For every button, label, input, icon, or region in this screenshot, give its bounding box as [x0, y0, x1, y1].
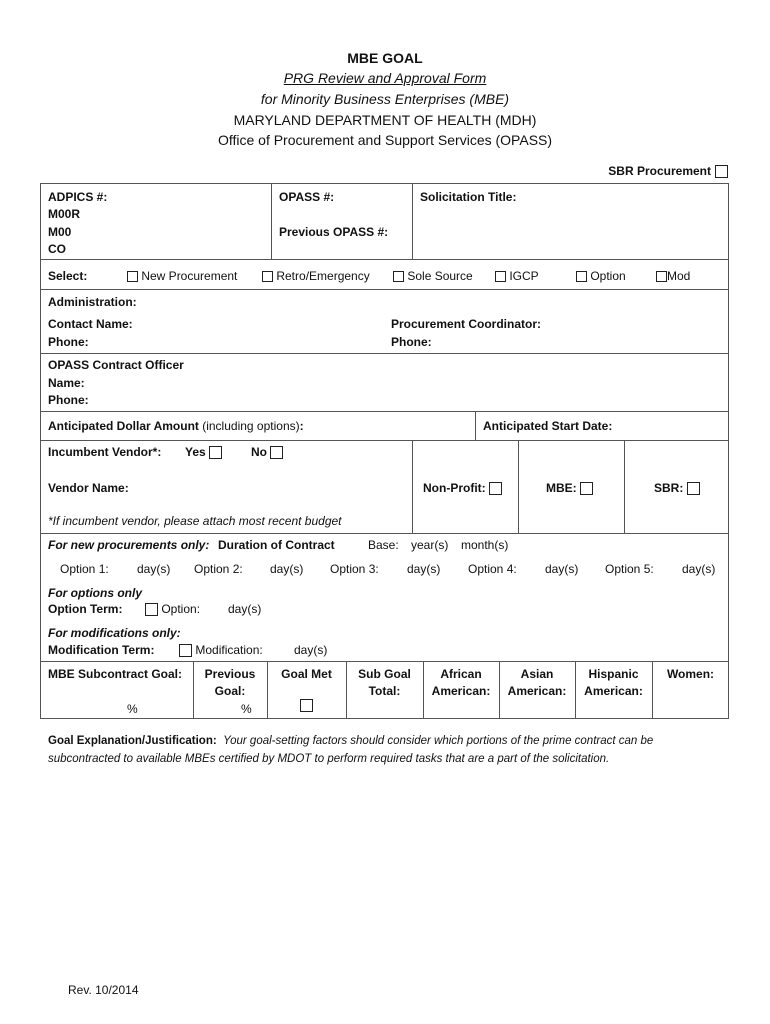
african-american-label-line1: African: [440, 667, 482, 681]
goal-met-label: Goal Met: [281, 667, 332, 681]
option5-label: Option 5:: [605, 562, 654, 576]
officer-name-label: Name:: [48, 376, 85, 390]
sole-source-checkbox[interactable]: [393, 271, 404, 282]
divider: [518, 440, 519, 533]
department-name: MARYLAND DEPARTMENT OF HEALTH (MDH): [233, 112, 537, 128]
sbr-checkbox[interactable]: [687, 482, 700, 495]
select-sole-source[interactable]: [393, 269, 473, 283]
option-term-days: day(s): [228, 602, 262, 616]
sbr-procurement-checkbox[interactable]: [715, 165, 728, 178]
option3-label: Option 3:: [330, 562, 379, 576]
procurement-coordinator-label: Procurement Coordinator:: [391, 317, 542, 331]
solicitation-title-label: Solicitation Title:: [420, 190, 517, 204]
igcp-label: IGCP: [509, 269, 539, 283]
divider: [624, 440, 625, 533]
yes-checkbox[interactable]: [209, 446, 222, 459]
option-term-checkbox[interactable]: [145, 603, 158, 616]
modifications-only-heading: For modifications only:: [48, 626, 181, 640]
mod-label: Mod: [667, 269, 691, 283]
anticipated-dollar-amount: [48, 419, 304, 433]
option1-label: Option 1:: [60, 562, 109, 576]
goal-explanation-label: Goal Explanation/Justification:: [48, 735, 217, 747]
sub-goal-label-line1: Sub Goal: [358, 667, 411, 681]
dollar-amount-colon: :: [299, 419, 304, 433]
women-label: Women:: [666, 667, 715, 681]
sbr[interactable]: [654, 481, 700, 495]
mbe-label: MBE:: [546, 481, 577, 495]
officer-phone-label: Phone:: [48, 393, 89, 407]
option-term-option-label: Option:: [161, 602, 201, 616]
divider: [40, 440, 729, 441]
divider: [475, 411, 476, 440]
option-checkbox[interactable]: [576, 271, 587, 282]
divider: [412, 440, 413, 533]
administration-label: Administration:: [48, 295, 137, 309]
new-procurement-label: New Procurement: [141, 269, 238, 283]
sole-source-label: Sole Source: [407, 269, 473, 283]
select-mod[interactable]: [656, 269, 690, 283]
revision-date: Rev. 10/2014: [68, 983, 139, 997]
mbe-checkbox[interactable]: [580, 482, 593, 495]
asian-american-label-line1: Asian: [520, 667, 554, 681]
sbr-label: SBR:: [654, 481, 684, 495]
new-procurement-checkbox[interactable]: [127, 271, 138, 282]
divider: [40, 259, 729, 260]
form-purpose: for Minority Business Enterprises (MBE): [260, 91, 510, 107]
select-new-procurement[interactable]: [127, 269, 237, 283]
non-profit-checkbox[interactable]: [489, 482, 502, 495]
option2-label: Option 2:: [194, 562, 243, 576]
form-subtitle: PRG Review and Approval Form: [283, 70, 487, 86]
duration-of-contract-label: Duration of Contract: [218, 538, 335, 552]
coordinator-phone-label: Phone:: [391, 335, 432, 349]
no-checkbox[interactable]: [270, 446, 283, 459]
sub-goal-label-line2: Total:: [368, 684, 401, 698]
option5-days: day(s): [682, 562, 716, 576]
option-term-option[interactable]: [145, 602, 200, 616]
options-only-heading: For options only: [48, 586, 142, 600]
option4-days: day(s): [545, 562, 579, 576]
non-profit[interactable]: [423, 481, 502, 495]
mbe[interactable]: [546, 481, 593, 495]
modification-term-label: Modification Term:: [48, 643, 155, 657]
hispanic-american-label-line2: American:: [584, 684, 643, 698]
goal-explanation: [48, 732, 728, 768]
base-years-label: year(s): [411, 538, 449, 552]
modification-term-option[interactable]: [179, 643, 263, 657]
goal-met-checkbox[interactable]: [300, 699, 313, 712]
office-name: Office of Procurement and Support Services (OPASS): [217, 132, 553, 148]
yes-label: Yes: [185, 445, 206, 459]
contact-name-label: Contact Name:: [48, 317, 133, 331]
option2-days: day(s): [270, 562, 304, 576]
retro-emergency-checkbox[interactable]: [262, 271, 273, 282]
select-option[interactable]: [576, 269, 626, 283]
incumbent-no[interactable]: [251, 445, 283, 459]
vendor-name-label: Vendor Name:: [48, 481, 129, 495]
select-label: Select:: [48, 269, 88, 283]
dollar-amount-note: (including options): [198, 419, 300, 433]
incumbent-yes[interactable]: [185, 445, 222, 459]
mod-checkbox[interactable]: [656, 271, 667, 282]
co-label: CO: [48, 242, 66, 256]
option-label: Option: [590, 269, 626, 283]
divider: [40, 661, 729, 662]
divider: [271, 183, 272, 259]
divider: [40, 353, 729, 354]
non-profit-label: Non-Profit:: [423, 481, 486, 495]
adpics-label: ADPICS #:: [48, 190, 108, 204]
hispanic-american-label-line1: Hispanic: [588, 667, 639, 681]
retro-emergency-label: Retro/Emergency: [276, 269, 370, 283]
vendor-footnote: *If incumbent vendor, please attach most recent budget: [48, 514, 342, 528]
previous-goal-label-line2: Goal:: [214, 684, 246, 698]
base-months-label: month(s): [461, 538, 509, 552]
igcp-checkbox[interactable]: [495, 271, 506, 282]
mbe-subcontract-goal-label: MBE Subcontract Goal:: [48, 667, 183, 681]
dollar-amount-label: Anticipated Dollar Amount: [48, 419, 199, 433]
previous-goal-label-line1: Previous: [204, 667, 256, 681]
divider: [40, 533, 729, 534]
no-label: No: [251, 445, 267, 459]
select-retro-emergency[interactable]: [262, 269, 370, 283]
mbe-goal-percent: %: [127, 702, 138, 716]
option-term-label: Option Term:: [48, 602, 123, 616]
new-procurements-heading: For new procurements only:: [48, 538, 210, 552]
previous-opass-label: Previous OPASS #:: [279, 225, 389, 239]
sbr-procurement-label: SBR Procurement: [608, 164, 711, 178]
sbr-procurement: [608, 164, 728, 178]
contract-officer-heading: OPASS Contract Officer: [48, 358, 184, 372]
modification-days: day(s): [294, 643, 328, 657]
african-american-label-line2: American:: [431, 684, 491, 698]
option4-label: Option 4:: [468, 562, 517, 576]
m00-label: M00: [48, 225, 72, 239]
modification-checkbox[interactable]: [179, 644, 192, 657]
anticipated-start-date-label: Anticipated Start Date:: [483, 419, 613, 433]
option3-days: day(s): [407, 562, 441, 576]
incumbent-vendor-label: Incumbent Vendor*:: [48, 445, 162, 459]
asian-american-label-line2: American:: [507, 684, 567, 698]
select-igcp[interactable]: [495, 269, 539, 283]
base-label: Base:: [368, 538, 399, 552]
form-title: MBE GOAL: [347, 50, 423, 66]
goal-explanation-text: Your goal-setting factors should consider which portions of the prime contract can be subcontracted to available MBEs certified by MDOT to perform required tasks that are a part of the solicitation.: [48, 735, 654, 765]
contact-phone-label: Phone:: [48, 335, 89, 349]
modification-label: Modification:: [195, 643, 263, 657]
previous-goal-percent: %: [241, 702, 252, 716]
divider: [40, 411, 729, 412]
divider: [412, 183, 413, 259]
m00r-label: M00R: [48, 207, 81, 221]
option1-days: day(s): [137, 562, 171, 576]
opass-label: OPASS #:: [279, 190, 335, 204]
divider: [40, 289, 729, 290]
